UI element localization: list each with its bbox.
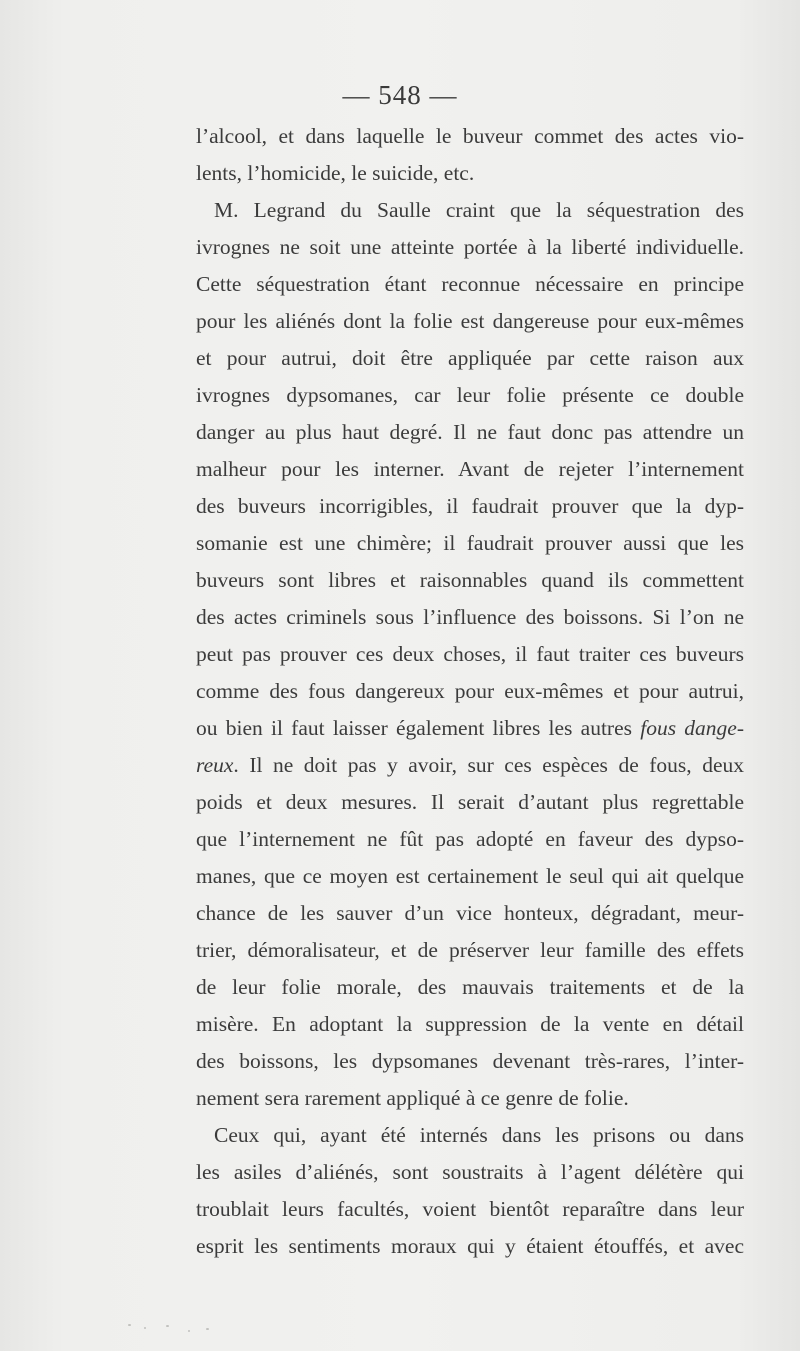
line-text: Ceux qui, ayant été internés dans les prisons ou dans xyxy=(214,1123,744,1147)
text-line xyxy=(196,821,744,858)
text-line xyxy=(196,192,744,229)
line-text: des actes criminels sous l’influence des boissons. Si l’on ne xyxy=(196,605,744,629)
line-text: esprit les sentiments moraux qui y étaient étouffés, et avec xyxy=(196,1234,744,1258)
text-line xyxy=(196,1117,744,1154)
text-line xyxy=(196,673,744,710)
text-line xyxy=(196,1191,744,1228)
text-line xyxy=(196,747,744,784)
line-text: ou bien il faut laisser également libres les autres xyxy=(196,716,641,740)
text-line xyxy=(196,303,744,340)
line-text: chance de les sauver d’un vice honteux, dégradant, meur- xyxy=(196,901,744,925)
text-line xyxy=(196,1154,744,1191)
paper-speck xyxy=(128,1324,131,1326)
paper-speck xyxy=(166,1325,169,1327)
text-line xyxy=(196,858,744,895)
text-line xyxy=(196,710,744,747)
text-line xyxy=(196,340,744,377)
line-text: danger au plus haut degré. Il ne faut donc pas attendre un xyxy=(196,420,744,444)
text-line xyxy=(196,969,744,1006)
line-text: M. Legrand du Saulle craint que la séquestration des xyxy=(214,198,744,222)
page-number: — 548 — xyxy=(342,80,458,110)
line-text: ivrognes dypsomanes, car leur folie présente ce double xyxy=(196,383,744,407)
text-line xyxy=(196,266,744,303)
line-text: les asiles d’aliénés, sont soustraits à l’agent délétère qui xyxy=(196,1160,744,1184)
text-line xyxy=(196,451,744,488)
line-text: malheur pour les interner. Avant de rejeter l’internement xyxy=(196,457,744,481)
text-line xyxy=(196,895,744,932)
text-line xyxy=(196,1228,744,1265)
line-text: que l’internement ne fût pas adopté en faveur des dypso- xyxy=(196,827,744,851)
line-text: et pour autrui, doit être appliquée par cette raison aux xyxy=(196,346,744,370)
text-line xyxy=(196,155,744,192)
line-text: des boissons, les dypsomanes devenant très-rares, l’inter- xyxy=(196,1049,744,1073)
line-text: nement sera rarement appliqué à ce genre de folie. xyxy=(196,1086,629,1110)
line-text: des buveurs incorrigibles, il faudrait prouver que la dyp- xyxy=(196,494,744,518)
text-line xyxy=(196,414,744,451)
paper-speck xyxy=(206,1328,209,1330)
line-text: . Il ne doit pas y avoir, sur ces espèces de fous, deux xyxy=(233,753,744,777)
line-text: l’alcool, et dans laquelle le buveur commet des actes vio- xyxy=(196,124,744,148)
line-text: ivrognes ne soit une atteinte portée à la liberté individuelle. xyxy=(196,235,744,259)
italic-text: fous dange- xyxy=(640,716,745,740)
line-text: troublait leurs facultés, voient bientôt reparaître dans leur xyxy=(196,1197,744,1221)
italic-text: reux xyxy=(196,753,234,777)
text-line xyxy=(196,1080,744,1117)
line-text: trier, démoralisateur, et de préserver leur famille des effets xyxy=(196,938,744,962)
line-text: pour les aliénés dont la folie est dangereuse pour eux-mêmes xyxy=(196,309,744,333)
text-line xyxy=(196,932,744,969)
text-line xyxy=(196,636,744,673)
line-text: lents, l’homicide, le suicide, etc. xyxy=(196,161,475,185)
line-text: misère. En adoptant la suppression de la vente en détail xyxy=(196,1012,744,1036)
text-line xyxy=(196,118,744,155)
line-text: somanie est une chimère; il faudrait prouver aussi que les xyxy=(196,531,744,555)
text-line xyxy=(196,599,744,636)
line-text: peut pas prouver ces deux choses, il faut traiter ces buveurs xyxy=(196,642,744,666)
paper-speck xyxy=(144,1327,146,1329)
line-text: manes, que ce moyen est certainement le seul qui ait quelque xyxy=(196,864,744,888)
text-line xyxy=(196,525,744,562)
text-line xyxy=(196,377,744,414)
line-text: comme des fous dangereux pour eux-mêmes et pour autrui, xyxy=(196,679,744,703)
paper-speck xyxy=(188,1330,190,1332)
line-text: poids et deux mesures. Il serait d’autant plus regrettable xyxy=(196,790,744,814)
line-text: Cette séquestration étant reconnue nécessaire en principe xyxy=(196,272,744,296)
line-text: buveurs sont libres et raisonnables quand ils commettent xyxy=(196,568,744,592)
text-line xyxy=(196,488,744,525)
line-text: de leur folie morale, des mauvais traitements et de la xyxy=(196,975,744,999)
text-line xyxy=(196,1043,744,1080)
text-line xyxy=(196,562,744,599)
text-line xyxy=(196,229,744,266)
text-line xyxy=(196,784,744,821)
text-line xyxy=(196,1006,744,1043)
body-text xyxy=(196,118,744,1265)
